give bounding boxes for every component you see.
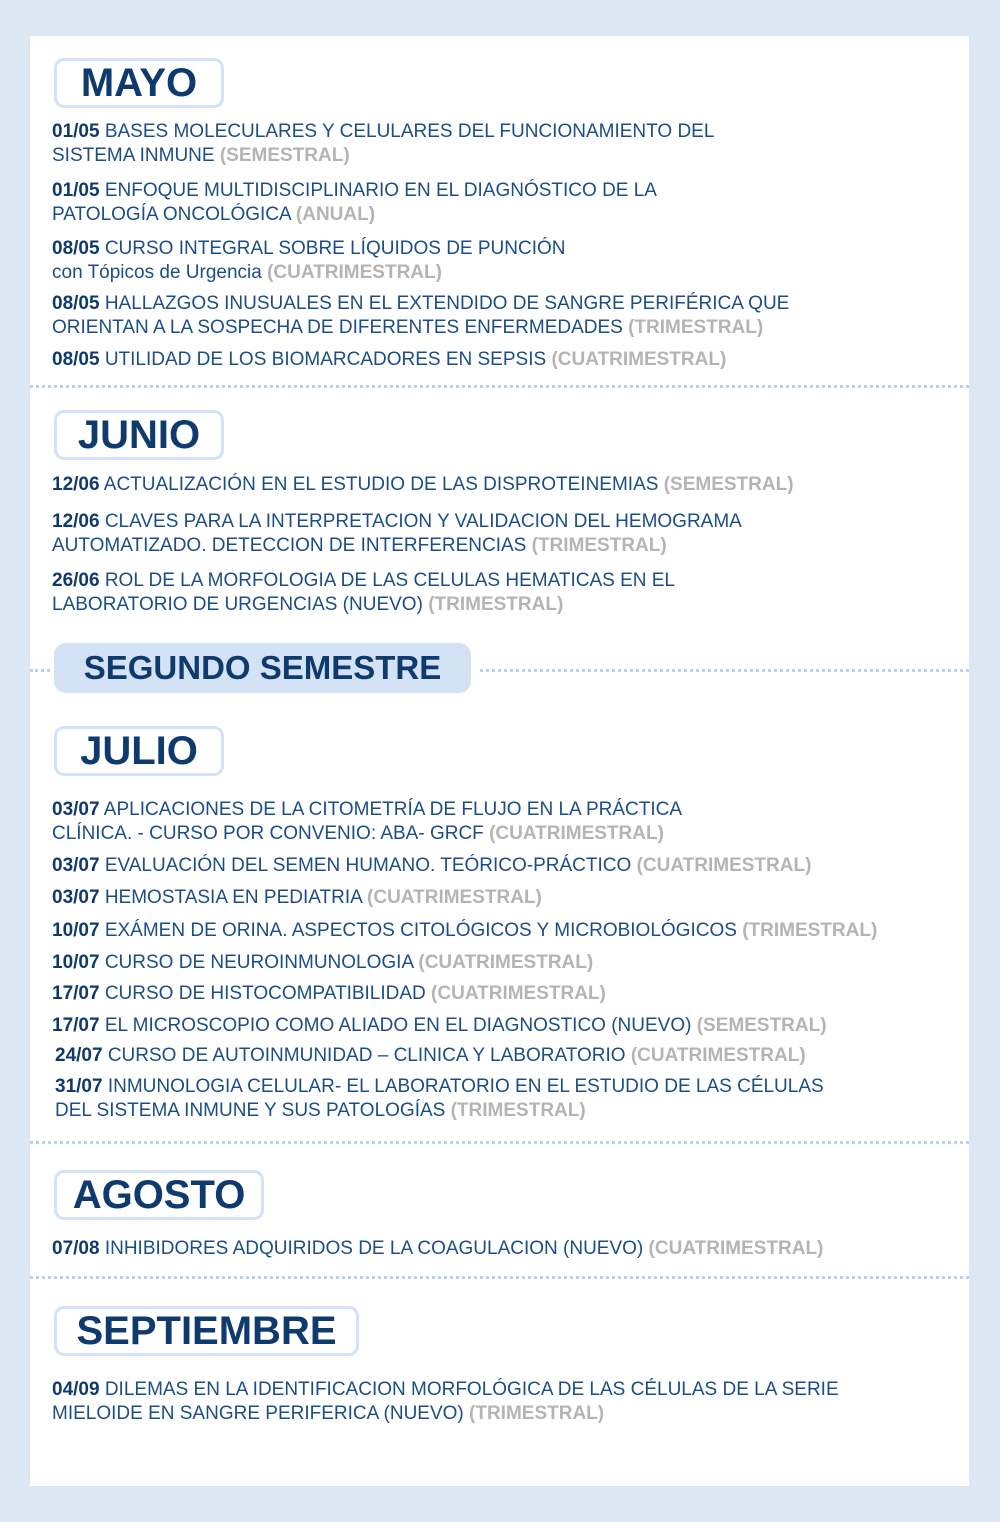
course-title: BASES MOLECULARES Y CELULARES DEL FUNCIONAMIENTO DEL xyxy=(104,121,715,142)
course-date: 03/07 xyxy=(52,799,100,820)
course-item xyxy=(52,292,952,340)
section-divider xyxy=(30,669,50,672)
month-heading-agosto: AGOSTO xyxy=(54,1170,264,1220)
course-date: 10/07 xyxy=(52,952,100,973)
course-title: DILEMAS EN LA IDENTIFICACION MORFOLÓGICA DE LAS CÉLULAS DE LA SERIE xyxy=(104,1379,839,1400)
course-duration: (CUATRIMESTRAL) xyxy=(367,887,542,908)
course-date: 08/05 xyxy=(52,238,100,259)
course-title: HALLAZGOS INUSUALES EN EL EXTENDIDO DE SANGRE PERIFÉRICA QUE xyxy=(104,293,790,314)
course-title: ROL DE LA MORFOLOGIA DE LAS CELULAS HEMATICAS EN EL xyxy=(104,570,675,591)
course-item xyxy=(55,1044,955,1068)
month-heading-julio: JULIO xyxy=(54,726,224,776)
course-date: 12/06 xyxy=(52,474,100,495)
course-title: APLICACIONES DE LA CITOMETRÍA DE FLUJO EN LA PRÁCTICA xyxy=(103,799,683,820)
course-item xyxy=(52,886,952,910)
course-item xyxy=(52,854,952,878)
month-heading-junio: JUNIO xyxy=(54,410,224,460)
section-divider xyxy=(30,385,969,388)
course-item xyxy=(52,473,952,497)
course-item xyxy=(52,120,952,168)
course-duration: (SEMESTRAL) xyxy=(696,1015,827,1036)
course-date: 01/05 xyxy=(52,121,100,142)
course-item xyxy=(52,951,952,975)
course-calendar-panel xyxy=(30,36,969,1486)
course-date: 31/07 xyxy=(55,1076,103,1097)
course-item xyxy=(55,1075,955,1123)
course-title: EVALUACIÓN DEL SEMEN HUMANO. TEÓRICO-PRÁCTICO xyxy=(104,855,632,876)
course-duration: (CUATRIMESTRAL) xyxy=(431,983,606,1004)
course-title-cont: MIELOIDE EN SANGRE PERIFERICA (NUEVO) xyxy=(52,1403,464,1424)
course-item xyxy=(52,510,952,558)
course-title-cont: ORIENTAN A LA SOSPECHA DE DIFERENTES ENFERMEDADES xyxy=(52,317,623,338)
month-heading-septiembre: SEPTIEMBRE xyxy=(54,1306,359,1356)
course-duration: (TRIMESTRAL) xyxy=(469,1403,605,1424)
course-date: 17/07 xyxy=(52,983,100,1004)
course-item xyxy=(52,348,952,372)
course-title: EXÁMEN DE ORINA. ASPECTOS CITOLÓGICOS Y MICROBIOLÓGICOS xyxy=(104,920,737,941)
course-date: 04/09 xyxy=(52,1379,100,1400)
course-date: 03/07 xyxy=(52,887,100,908)
course-duration: (CUATRIMESTRAL) xyxy=(630,1045,806,1066)
course-title: CLAVES PARA LA INTERPRETACION Y VALIDACION DEL HEMOGRAMA xyxy=(104,511,742,532)
course-title: INHIBIDORES ADQUIRIDOS DE LA COAGULACION (NUEVO) xyxy=(104,1238,644,1259)
course-date: 10/07 xyxy=(52,920,100,941)
section-divider xyxy=(30,1276,969,1279)
course-title: CURSO INTEGRAL SOBRE LÍQUIDOS DE PUNCIÓN xyxy=(104,238,566,259)
course-duration: (TRIMESTRAL) xyxy=(450,1100,586,1121)
course-date: 08/05 xyxy=(52,293,100,314)
course-duration: (TRIMESTRAL) xyxy=(628,317,764,338)
month-heading-mayo: MAYO xyxy=(54,58,224,108)
course-title: ENFOQUE MULTIDISCIPLINARIO EN EL DIAGNÓSTICO DE LA xyxy=(104,180,657,201)
course-title-cont: AUTOMATIZADO. DETECCION DE INTERFERENCIAS xyxy=(52,535,527,556)
course-duration: (CUATRIMESTRAL) xyxy=(267,262,442,283)
section-divider xyxy=(30,1141,969,1144)
course-duration: (CUATRIMESTRAL) xyxy=(489,823,664,844)
course-item xyxy=(52,569,952,617)
course-duration: (SEMESTRAL) xyxy=(663,474,794,495)
course-duration: (TRIMESTRAL) xyxy=(531,535,667,556)
course-title-cont: PATOLOGÍA ONCOLÓGICA xyxy=(52,204,291,225)
course-date: 07/08 xyxy=(52,1238,100,1259)
course-duration: (CUATRIMESTRAL) xyxy=(551,349,727,370)
course-date: 24/07 xyxy=(55,1045,103,1066)
semester-heading: SEGUNDO SEMESTRE xyxy=(54,643,471,693)
course-title: CURSO DE NEUROINMUNOLOGIA xyxy=(104,952,414,973)
course-duration: (TRIMESTRAL) xyxy=(742,920,878,941)
course-date: 12/06 xyxy=(52,511,100,532)
course-date: 08/05 xyxy=(52,349,100,370)
course-title: HEMOSTASIA EN PEDIATRIA xyxy=(104,887,362,908)
course-duration: (ANUAL) xyxy=(295,204,376,225)
course-item xyxy=(52,179,952,227)
course-title: INMUNOLOGIA CELULAR- EL LABORATORIO EN EL ESTUDIO DE LAS CÉLULAS xyxy=(107,1076,824,1097)
course-item xyxy=(52,798,952,846)
course-item xyxy=(52,237,952,285)
course-item xyxy=(52,919,952,943)
course-duration: (SEMESTRAL) xyxy=(219,145,350,166)
section-divider xyxy=(480,669,969,672)
course-title-cont: LABORATORIO DE URGENCIAS (NUEVO) xyxy=(52,594,423,615)
course-title: UTILIDAD DE LOS BIOMARCADORES EN SEPSIS xyxy=(104,349,547,370)
course-date: 26/06 xyxy=(52,570,100,591)
course-title: CURSO DE AUTOINMUNIDAD – CLINICA Y LABORATORIO xyxy=(107,1045,626,1066)
course-date: 17/07 xyxy=(52,1015,100,1036)
course-item xyxy=(52,1014,952,1038)
course-date: 01/05 xyxy=(52,180,100,201)
course-title-cont: CLÍNICA. - CURSO POR CONVENIO: ABA- GRCF xyxy=(52,823,484,844)
course-title: CURSO DE HISTOCOMPATIBILIDAD xyxy=(104,983,426,1004)
course-title: EL MICROSCOPIO COMO ALIADO EN EL DIAGNOSTICO (NUEVO) xyxy=(104,1015,692,1036)
course-item xyxy=(52,982,952,1006)
course-duration: (TRIMESTRAL) xyxy=(428,594,564,615)
course-title-cont: DEL SISTEMA INMUNE Y SUS PATOLOGÍAS xyxy=(55,1100,446,1121)
course-duration: (CUATRIMESTRAL) xyxy=(636,855,812,876)
course-title-cont: con Tópicos de Urgencia xyxy=(52,262,262,283)
course-duration: (CUATRIMESTRAL) xyxy=(648,1238,824,1259)
course-item xyxy=(52,1378,952,1426)
course-item xyxy=(52,1237,952,1261)
course-title-cont: SISTEMA INMUNE xyxy=(52,145,215,166)
course-date: 03/07 xyxy=(52,855,100,876)
course-duration: (CUATRIMESTRAL) xyxy=(418,952,594,973)
course-title: ACTUALIZACIÓN EN EL ESTUDIO DE LAS DISPROTEINEMIAS xyxy=(103,474,659,495)
